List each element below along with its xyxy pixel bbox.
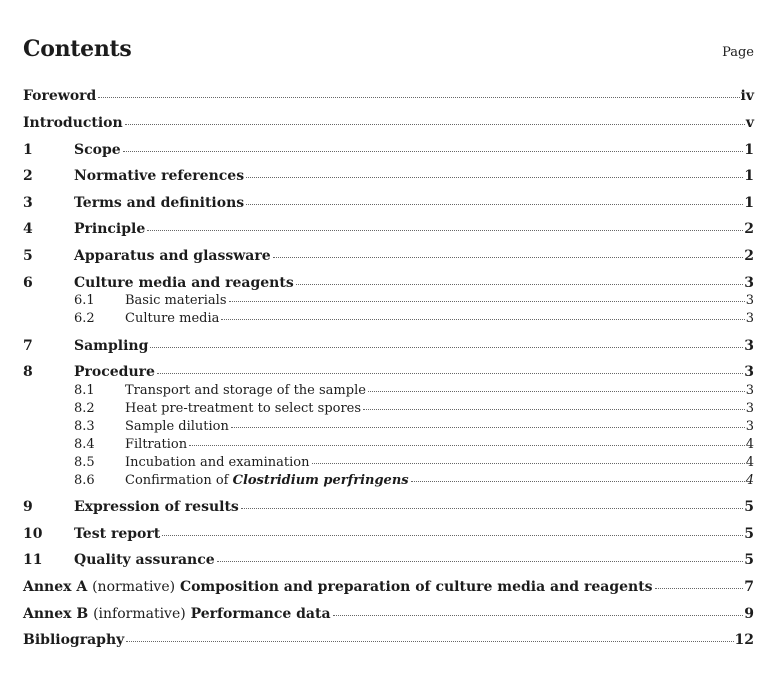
toc-clause-number: 4: [23, 221, 33, 237]
toc-entry-text: Scope: [74, 142, 121, 158]
toc-entry-8-2[interactable]: [23, 401, 754, 416]
toc-entry-text: Basic materials: [125, 293, 227, 308]
toc-entry-text: [23, 579, 653, 595]
toc-entry-10[interactable]: [23, 526, 754, 542]
page-column-label: Page: [722, 45, 754, 60]
toc-entry-8-4[interactable]: [23, 437, 754, 452]
toc-entry-text: Apparatus and glassware: [74, 248, 271, 264]
toc-entry-foreword[interactable]: [23, 88, 754, 104]
dot-leader: [98, 97, 739, 98]
toc-entry-text: Foreword: [23, 88, 97, 104]
toc-page-number: v: [745, 115, 754, 131]
toc-clause-number: 9: [23, 499, 33, 515]
toc-page-number: 1: [744, 142, 754, 158]
toc-page-number: 4: [745, 437, 754, 452]
toc-subclause-number: 8.3: [74, 419, 95, 434]
page-title: Contents: [23, 36, 132, 62]
toc-entry-11[interactable]: [23, 552, 754, 568]
toc-entry-3[interactable]: [23, 195, 754, 211]
toc-page-number: 3: [744, 364, 754, 380]
toc-entry-8-5[interactable]: [23, 455, 754, 470]
toc-subclause-number: 8.2: [74, 401, 95, 416]
toc-entry-text: Filtration: [125, 437, 188, 452]
toc-page-number: 1: [744, 168, 754, 184]
toc-page-number: 2: [744, 221, 754, 237]
dot-leader: [126, 641, 733, 642]
toc-page-number: 3: [745, 383, 754, 398]
dot-leader: [162, 535, 743, 536]
dot-leader: [273, 257, 744, 258]
toc-entry-8-1[interactable]: [23, 383, 754, 398]
toc-entry-annex-a[interactable]: [23, 579, 754, 595]
toc-page-number: 5: [744, 552, 754, 568]
toc-entry-text: Expression of results: [74, 499, 239, 515]
toc-clause-number: 1: [23, 142, 33, 158]
dot-leader: [231, 427, 745, 428]
toc-subclause-number: 8.1: [74, 383, 95, 398]
table-of-contents: [23, 0, 754, 676]
toc-entry-7[interactable]: [23, 338, 754, 354]
toc-clause-number: 6: [23, 275, 33, 291]
toc-entry-text: [125, 473, 409, 488]
toc-subclause-number: 6.2: [74, 311, 95, 326]
toc-entry-text: Procedure: [74, 364, 155, 380]
toc-entry-2[interactable]: [23, 168, 754, 184]
toc-entry-text: Terms and definitions: [74, 195, 245, 211]
dot-leader: [655, 588, 744, 589]
toc-entry-text: Introduction: [23, 115, 123, 131]
dot-leader: [363, 409, 745, 410]
toc-entry-annex-b[interactable]: [23, 606, 754, 622]
toc-entry-text: Incubation and examination: [125, 455, 310, 470]
toc-clause-number: 7: [23, 338, 33, 354]
toc-clause-number: 11: [23, 552, 43, 568]
annex-type: (normative): [92, 579, 176, 595]
dot-leader: [157, 373, 743, 374]
annex-label: Annex A: [23, 579, 88, 595]
toc-entry-text: Normative references: [74, 168, 245, 184]
toc-entry-text: Principle: [74, 221, 146, 237]
toc-entry-text: Heat pre-treatment to select spores: [125, 401, 362, 416]
toc-clause-number: 2: [23, 168, 33, 184]
toc-page-number: 3: [744, 275, 754, 291]
toc-entry-4[interactable]: [23, 221, 754, 237]
toc-page-number: 3: [745, 311, 754, 326]
toc-clause-number: 8: [23, 364, 33, 380]
toc-entry-text: Culture media: [125, 311, 220, 326]
dot-leader: [411, 481, 745, 482]
toc-entry-8[interactable]: [23, 364, 754, 380]
toc-entry-text: Transport and storage of the sample: [125, 383, 366, 398]
dot-leader: [296, 284, 744, 285]
annex-title: Composition and preparation of culture media and reagents: [179, 579, 653, 595]
dot-leader: [125, 124, 745, 125]
toc-page-number: 1: [744, 195, 754, 211]
toc-entry-1[interactable]: [23, 142, 754, 158]
toc-entry-text: Test report: [74, 526, 161, 542]
toc-entry-text: Bibliography: [23, 632, 125, 648]
toc-page-number: 7: [744, 579, 754, 595]
annex-label: Annex B: [23, 606, 89, 622]
toc-page-number: 3: [745, 419, 754, 434]
toc-page-number: 3: [745, 401, 754, 416]
toc-entry-text-prefix: Confirmation of: [125, 473, 233, 488]
toc-entry-6-1[interactable]: [23, 293, 754, 308]
dot-leader: [368, 391, 745, 392]
toc-page-number: 5: [744, 526, 754, 542]
toc-entry-8-3[interactable]: [23, 419, 754, 434]
toc-page-number: iv: [740, 88, 754, 104]
toc-clause-number: 10: [23, 526, 43, 542]
toc-entry-5[interactable]: [23, 248, 754, 264]
toc-entry-8-6[interactable]: [23, 473, 754, 488]
toc-page-number: 4: [745, 455, 754, 470]
toc-entry-6[interactable]: [23, 275, 754, 291]
toc-subclause-number: 8.6: [74, 473, 95, 488]
dot-leader: [312, 463, 745, 464]
toc-clause-number: 5: [23, 248, 33, 264]
annex-type: (informative): [93, 606, 186, 622]
toc-entry-text: Sampling: [74, 338, 149, 354]
toc-entry-9[interactable]: [23, 499, 754, 515]
dot-leader: [189, 445, 745, 446]
toc-subclause-number: 8.4: [74, 437, 95, 452]
toc-entry-bibliography[interactable]: [23, 632, 754, 648]
toc-page-number: 12: [734, 632, 754, 648]
toc-page-number: 3: [744, 338, 754, 354]
annex-title: Performance data: [190, 606, 331, 622]
dot-leader: [229, 301, 745, 302]
toc-entry-text: Sample dilution: [125, 419, 229, 434]
dot-leader: [217, 561, 744, 562]
toc-page-number: 4: [745, 473, 754, 488]
toc-page-number: 5: [744, 499, 754, 515]
toc-entry-6-2[interactable]: [23, 311, 754, 326]
toc-entry-introduction[interactable]: [23, 115, 754, 131]
toc-page-number: 3: [745, 293, 754, 308]
dot-leader: [123, 151, 744, 152]
toc-page-number: 9: [744, 606, 754, 622]
dot-leader: [147, 230, 743, 231]
dot-leader: [241, 508, 743, 509]
dot-leader: [246, 177, 743, 178]
toc-clause-number: 3: [23, 195, 33, 211]
toc-entry-text: Quality assurance: [74, 552, 215, 568]
toc-subclause-number: 6.1: [74, 293, 95, 308]
toc-entry-text: Culture media and reagents: [74, 275, 294, 291]
organism-name: Clostridium perfringens: [232, 473, 409, 488]
dot-leader: [150, 347, 743, 348]
dot-leader: [221, 319, 744, 320]
toc-entry-text: [23, 606, 331, 622]
toc-subclause-number: 8.5: [74, 455, 95, 470]
toc-page-number: 2: [744, 248, 754, 264]
dot-leader: [333, 615, 744, 616]
dot-leader: [246, 204, 743, 205]
